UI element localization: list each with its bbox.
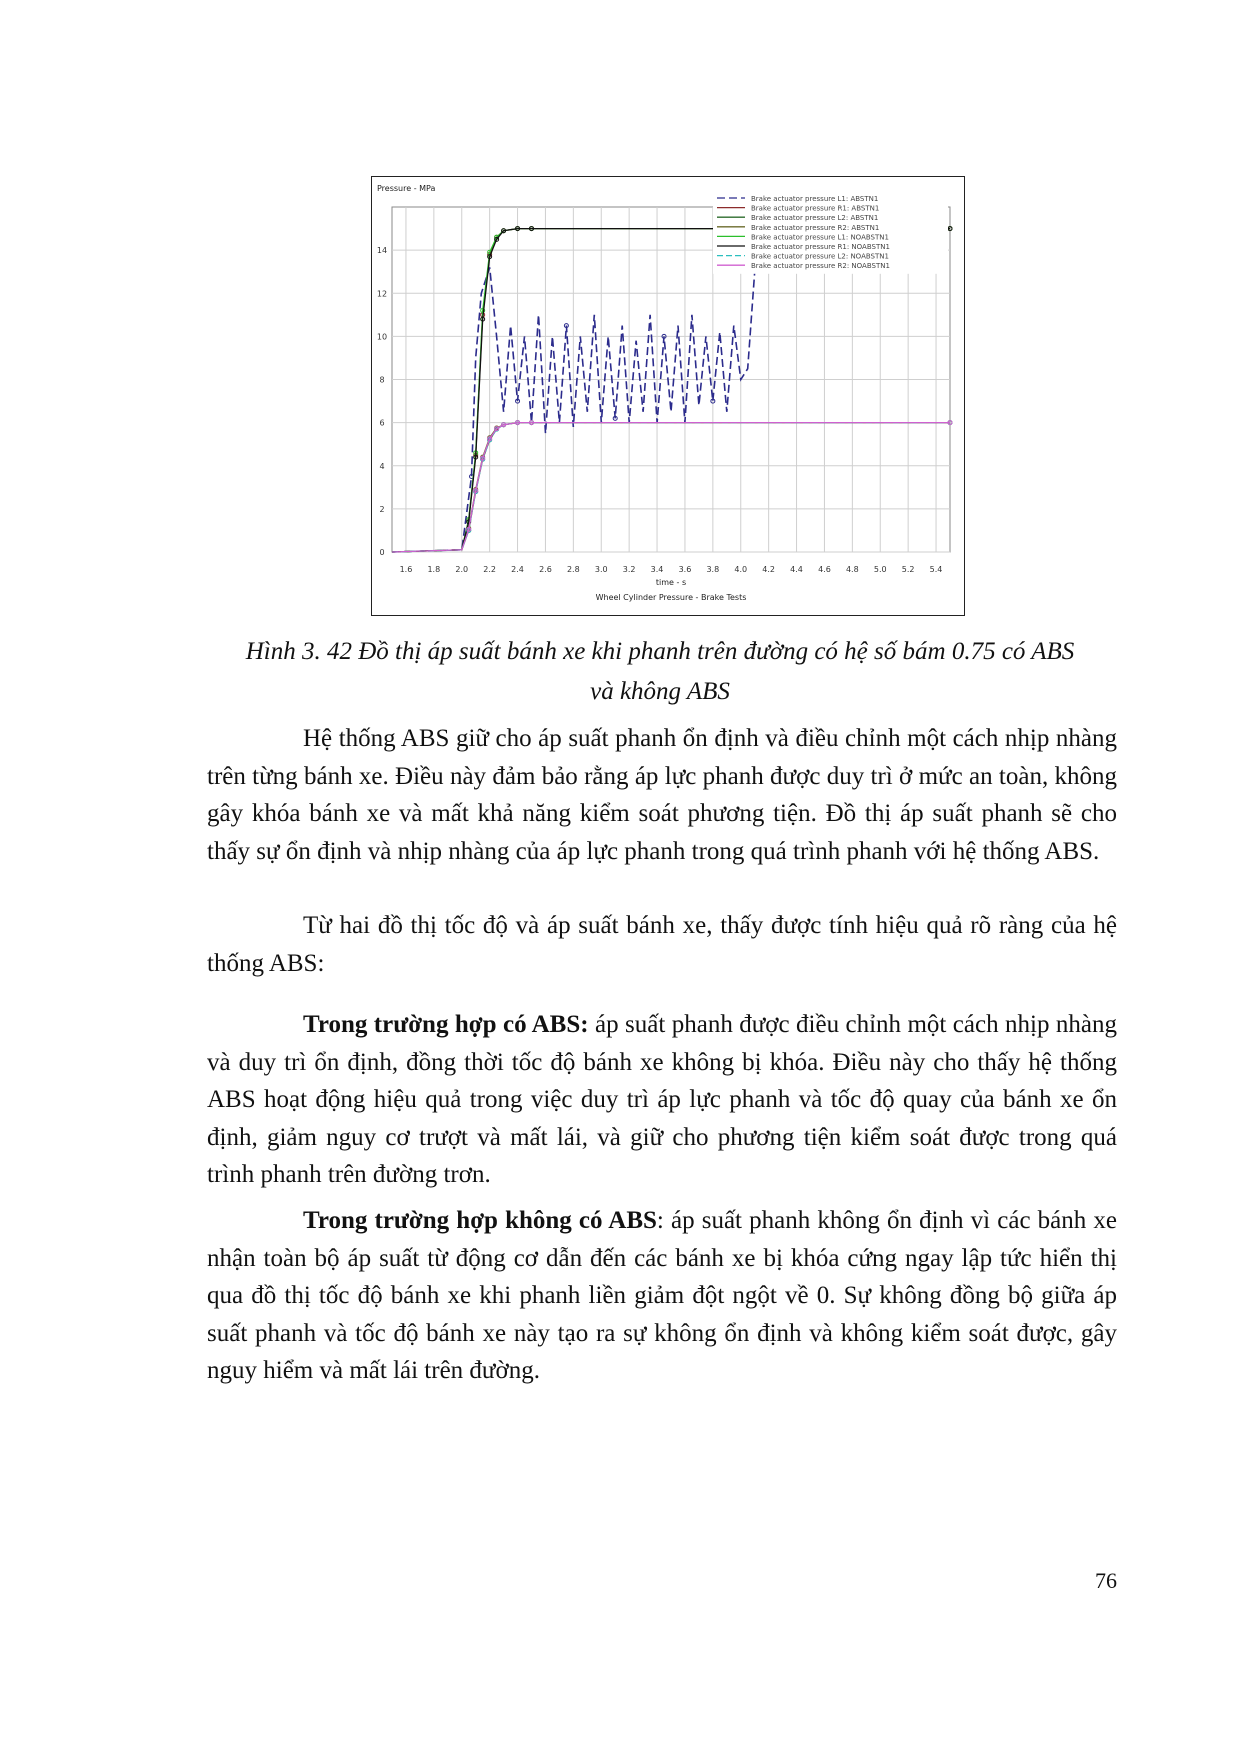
legend-entry: Brake actuator pressure R1: ABSTN1	[751, 204, 880, 213]
legend-entry: Brake actuator pressure L2: NOABSTN1	[751, 252, 889, 261]
y-tick-label: 0	[379, 548, 385, 557]
y-tick-label: 14	[376, 246, 388, 256]
pressure-chart-figure	[371, 176, 965, 616]
paragraph-3	[207, 1006, 1117, 1194]
y-tick-label: 12	[376, 289, 388, 299]
pressure-chart	[372, 177, 964, 615]
legend-entry: Brake actuator pressure R2: ABSTN1	[751, 223, 880, 232]
paragraph-3-body: áp suất phanh được điều chỉnh một cách nhịp nhàng và duy trì ổn định, đồng thời tốc độ bánh xe không bị khóa. Điều này cho thấy hệ thống ABS hoạt động hiệu quả trong việc duy trì áp lực phanh và tốc độ quay của bánh xe ổn định, giảm nguy cơ trượt và mất lái, và giữ cho phương tiện kiểm soát được trong quá trình phanh trên đường trơn.	[207, 1011, 1117, 1188]
paragraph-3-lead: Trong trường hợp có ABS:	[303, 1011, 589, 1038]
x-tick-label: 3.8	[706, 565, 720, 574]
x-tick-label: 3.4	[650, 565, 664, 574]
x-tick-label: 4.2	[762, 565, 776, 574]
y-tick-label: 8	[379, 375, 385, 385]
x-tick-label: 2.4	[511, 565, 524, 574]
x-tick-label: 3.0	[594, 565, 608, 574]
paragraph-2: Từ hai đồ thị tốc độ và áp suất bánh xe, thấy được tính hiệu quả rõ ràng của hệ thống ABS:	[207, 912, 1117, 977]
page-number: 76	[1095, 1568, 1117, 1593]
x-tick-label: 4.0	[734, 565, 748, 574]
x-tick-label: 2.6	[539, 565, 552, 574]
paragraph-4-body: : áp suất phanh không ổn định vì các bánh xe nhận toàn bộ áp suất từ động cơ dẫn đến các bánh xe bị khóa cứng ngay lập tức hiển thị qua đồ thị tốc độ bánh xe khi phanh liền giảm đột ngột về 0. Sự không đồng bộ giữa áp suất phanh và tốc độ bánh xe này tạo ra sự không ổn định và không kiểm soát được, gây nguy hiểm và mất lái trên đường.	[207, 1207, 1117, 1384]
x-tick-label: 2.0	[455, 565, 469, 574]
y-tick-label: 10	[376, 332, 388, 342]
chart-title: Wheel Cylinder Pressure - Brake Tests	[595, 593, 747, 602]
legend-entry: Brake actuator pressure L1: ABSTN1	[751, 195, 879, 203]
x-tick-label: 2.2	[483, 565, 497, 574]
x-tick-label: 5.4	[929, 565, 943, 574]
paragraph-4-lead: Trong trường hợp không có ABS	[303, 1207, 657, 1234]
figure-caption	[205, 632, 1115, 712]
x-tick-label: 4.4	[790, 565, 803, 574]
x-tick-label: 5.0	[873, 565, 887, 574]
y-tick-label: 4	[379, 461, 385, 471]
x-tick-label: 4.8	[845, 565, 859, 574]
x-tick-label: 3.6	[678, 565, 692, 574]
x-axis-label: time - s	[655, 578, 687, 587]
x-tick-label: 1.8	[427, 565, 441, 574]
legend-entry: Brake actuator pressure R2: NOABSTN1	[751, 262, 890, 271]
legend-entry: Brake actuator pressure L1: NOABSTN1	[751, 233, 889, 242]
y-tick-label: 6	[379, 418, 385, 428]
legend-entry: Brake actuator pressure R1: NOABSTN1	[751, 243, 890, 251]
x-tick-label: 5.2	[901, 565, 915, 574]
x-tick-label: 3.2	[622, 565, 636, 574]
paragraph-1: Hệ thống ABS giữ cho áp suất phanh ổn định và điều chỉnh một cách nhịp nhàng trên từng bánh xe. Điều này đảm bảo rằng áp lực phanh được duy trì ở mức an toàn, không gây khóa bánh xe và mất khả năng kiểm soát phương tiện. Đồ thị áp suất phanh sẽ cho thấy sự ổn định và nhịp nhàng của áp lực phanh trong quá trình phanh với hệ thống ABS.	[207, 725, 1117, 865]
x-tick-label: 2.8	[566, 565, 580, 574]
x-tick-label: 4.6	[818, 565, 831, 574]
caption-line-2: và không ABS	[590, 678, 730, 705]
paragraph-4	[207, 1202, 1117, 1390]
legend-entry: Brake actuator pressure L2: ABSTN1	[751, 214, 879, 223]
y-axis-label: Pressure - MPa	[377, 184, 436, 193]
x-tick-label: 1.6	[399, 565, 413, 574]
y-tick-label: 2	[379, 504, 385, 514]
caption-line-1: Hình 3. 42 Đồ thị áp suất bánh xe khi phanh trên đường có hệ số bám 0.75 có ABS	[245, 638, 1075, 665]
